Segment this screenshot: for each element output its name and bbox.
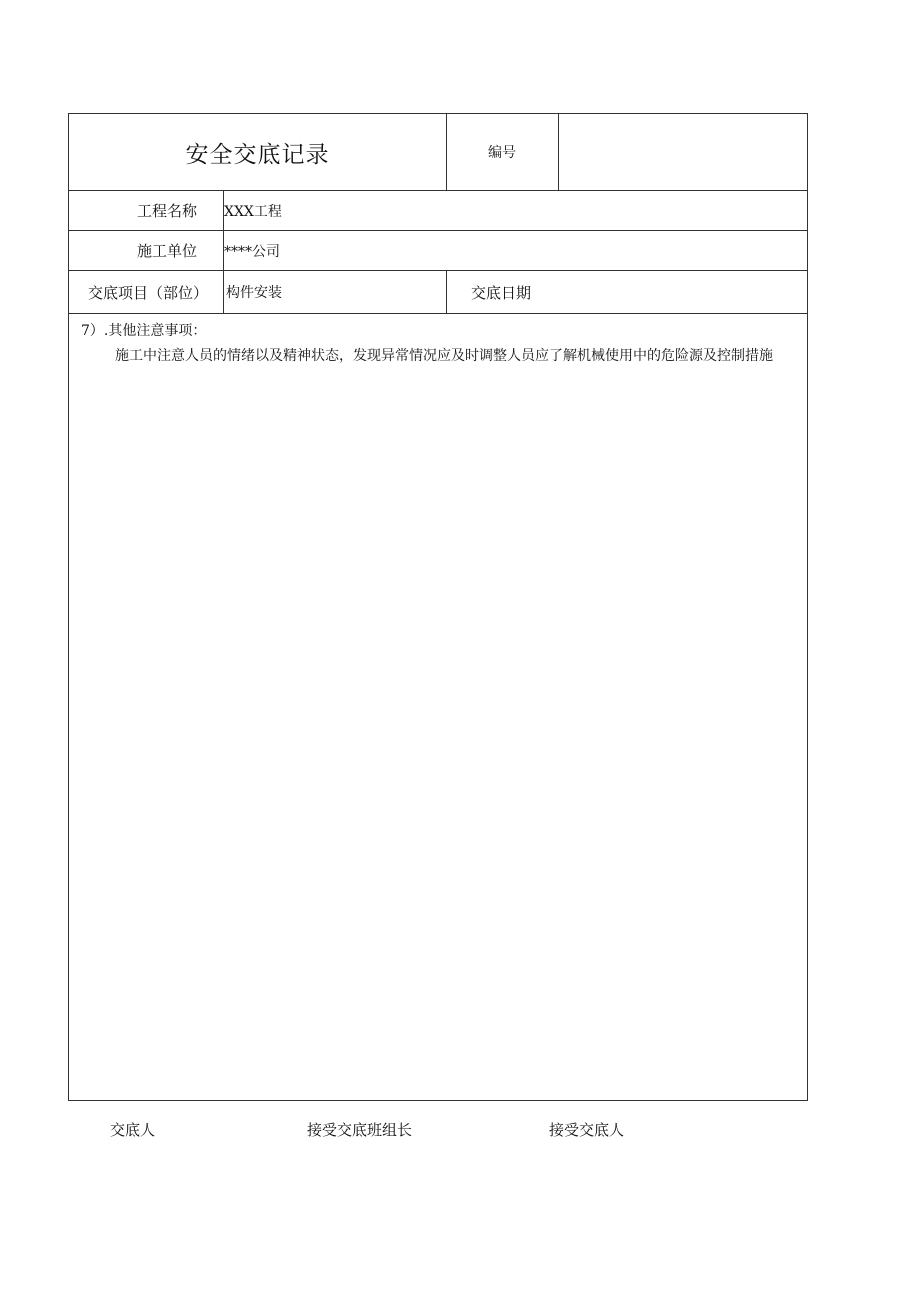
construction-unit-field[interactable]: ****公司 (224, 243, 280, 260)
briefing-item-label: 交底项目（部位） (87, 283, 208, 302)
content-body: 施工中注意人员的情绪以及精神状态，发现异常情况应及时调整人员应了解机械使用中的危险源及控制措施 (115, 348, 773, 364)
number-field[interactable] (559, 114, 807, 190)
construction-unit-label: 施工单位 (136, 242, 197, 260)
project-name-field[interactable]: XXX工程 (224, 203, 282, 220)
team-leader-label: 接受交底班组长 (307, 1121, 413, 1139)
form-title: 安全交底记录 (185, 141, 330, 168)
safety-briefing-form (68, 113, 808, 1101)
row-divider (69, 313, 807, 314)
briefing-item-field[interactable]: 构件安装 (226, 285, 282, 301)
briefing-date-field[interactable] (587, 271, 807, 313)
receiver-label: 接受交底人 (549, 1121, 625, 1139)
number-label: 编号 (488, 145, 516, 161)
content-heading: 7）.其他注意事项： (81, 323, 207, 339)
project-name-label: 工程名称 (136, 202, 197, 220)
presenter-label: 交底人 (110, 1121, 156, 1139)
briefing-date-label: 交底日期 (471, 283, 532, 302)
